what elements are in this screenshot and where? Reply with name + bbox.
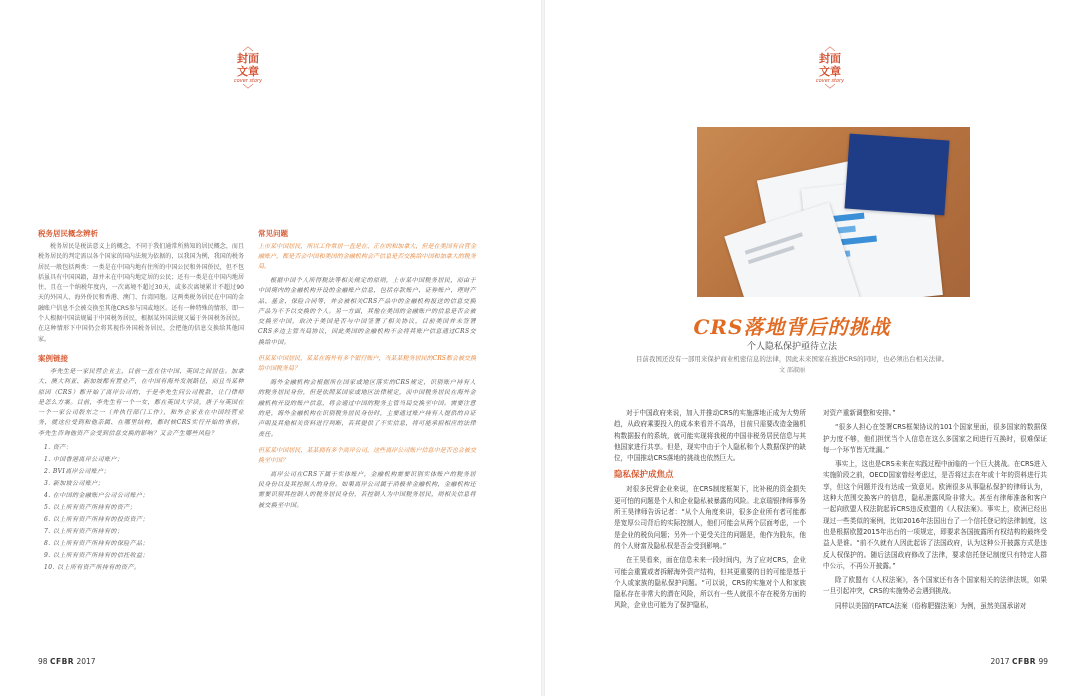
list-item: 3. 新加坡公司账户； (44, 480, 105, 488)
chevron-up-icon: ︿ (824, 40, 836, 53)
cover-story-badge-left (228, 42, 268, 95)
case-paragraph: 李先生是一家民营企业主，目前一直在往中国、英国之间居住。加拿大、澳大利亚、新加坡都有置业产，在中国有海外发展路径，而且当某种原因（CRS）都开始了离岸公司的，于是李先生问公司税款，让门律师是怎么方案。目前，李先生有一个一女，都在英国大学读，唐子与英国在一个一家公司股东之一（并执行部门工作），和外企家业在中国经营业务，就这位受到和他亲属、在哪里结构，都时候CRS实行开始的事前，李先生咨询他资产会受到信息交换的影响？又会产生哪些风险？ (38, 367, 244, 437)
chevron-down-icon: ﹀ (824, 83, 836, 96)
chevron-up-icon: ︿ (242, 40, 254, 53)
chevron-down-icon: ﹀ (242, 83, 254, 96)
section-heading: 税务居民概念辨析 (38, 229, 98, 238)
badge-sub: cover story (815, 78, 845, 84)
article-title-area (604, 314, 980, 376)
page-number: 98 (38, 657, 48, 666)
body-paragraph: 除了欧盟有《人权法案》，各个国家还有各个国家相关的法律法规，如果一旦引起冲突，CRS的实施势必会遇到挑战。 (823, 576, 1047, 596)
left-column-2 (258, 228, 476, 514)
article-author: 文 邵淑丽 (779, 367, 805, 374)
section-heading: 隐私保护成焦点 (614, 470, 674, 481)
page-number: 99 (1038, 657, 1048, 666)
body-paragraph: 对资产重新调整和安排。” (823, 409, 896, 417)
badge-line1: 封面 (819, 52, 841, 65)
list-item: 2. BVI离岸公司账户； (44, 468, 110, 476)
faq-question: 但某某中国居民，某某在海外有多个银行账户，当某某税务居民的CRS都会被交换给中国税务局？ (258, 355, 476, 373)
body-paragraph: 事实上，这也是CRS未来在实践过程中面临的一个巨大挑战。在CRS进入实施阶段之前，OECD国家曾经考虑过，是否将过去在年或十年的资料进行共享，但这个问题并没有达成一致意见。欧洲很多从事隐私保护的律师认为，这种大范围交换客户的信息，隐私泄露风险非常大。甚至有律师准备和客户一起向欧盟人权法院起诉CRS违反欧盟的《人权法案》。事实上，欧洲已经出现过一些类似的案例，比如2016年法国出台了一个信托登记的法律制度，这也是根据欧盟2015年出台的一项规定，即要求各国披露所有权结构的最终受益人是谁。“前不久就有人因此起诉了法国政府，认为这种公开披露方式是违反人权保护的。随后法国政府修改了法律，要求信托登记制度只有特定人群中公示，不再公开披露。” (823, 460, 1047, 570)
article-subtitle: 个人隐私保护亟待立法 (746, 342, 837, 352)
body-paragraph: 同样以美国的FATCA法案（俗称肥猫法案）为例，虽然美国承诺对 (835, 601, 1027, 610)
body-paragraph: 在王昊看来，面在信息未来一段时间内，为了应对CRS，企业可能会重置或者拆解海外资产结构，但其更重要的目的可能是基于个人或家族的隐私保护问题。“可以说，CRS的实施对个人和家族隐私存在非常大的潜在风险，所以有一些人就很不存在税务方面的风险，企业也可能为了保护隐私， (614, 556, 806, 610)
body-paragraph: 对于中国政府来说，加入并推动CRS的实施落地正成为大势所趋，从政府乘要投入的成本来看并不高昂，目前只需要改造金融机构数据报有的系统，就可能实现将我税的中国非税务居民信息与其他国家进行共享。但是，现实中由于个人隐私和个人数据保护的缺位，中国推动CRS落地的挑战也依然巨大。 (614, 409, 806, 463)
body-paragraph: “很多人担心在签署CRS框架协议的101个国家里面，很多国家的数据保护力度不够，他们担忧当个人信息在这么多国家之间进行互换时，很难保证每一个环节皆无纰漏。” (823, 423, 1047, 454)
page-folio-right (990, 657, 1048, 666)
documents-photo (697, 127, 970, 297)
brand-name: CFBR (49, 657, 75, 666)
list-item: 5. 以上所有资产所持有的资产； (44, 504, 137, 512)
section-heading: 常见问题 (258, 229, 288, 238)
body-paragraph: 税务居民是税法意义上的概念，不同于我们通常所熟知的居民概念，而且税务居民的判定需以各个国家的国内法规为依据的，以我国为例，我国的税务居民一般包括两类：一类是在中国内地有住所的中国公民和外国侨民，但不包括虽具有中国国籍，却并未在中国内地定居的公民；还有一类是在中国内地居住，且在一个纳税年度内，一次离境不超过30天，或多次离境累计不超过90天的外国人、海外侨民和香港、澳门、台湾同胞。这两类税务居民在中国的金融账户信息不会被交换至其他CRS参与国或地区。还有一种特殊的情形，即一个人根据中国法规属于中国税务居民，根据某外国法规又属于外国税务居民。在这种情形下中国仍会将其视作外国税务居民，会把他的信息交换给其他国家。 (38, 243, 244, 343)
brand-name: CFBR (1011, 657, 1037, 666)
faq-answer: 离岸公司在CRS下属于实体账户，金融机构需要识别实体账户的税务居民身份以及其控制人的身份。如果离岸公司属于消极非金融机构，金融机构还需要识别其控制人的税务居民身份，若控制人为中国税务居民，则相关信息将被交换至中国。 (258, 470, 476, 509)
section-heading: 案例链接 (38, 353, 68, 363)
cover-story-badge-right (810, 42, 850, 95)
list-intro: 1. 资产： (44, 444, 73, 452)
left-column-1 (38, 228, 244, 574)
page-folio-left (38, 657, 96, 666)
list-item: 10. 以上所有资产所持有的资产。 (44, 564, 141, 572)
list-item: 8. 以上所有资产所持有的保险产品； (44, 540, 149, 548)
body-paragraph: 对很多民营企业来说，在CRS制度框架下，比补税的资金损失更可怕的问题是个人和企业隐私被暴露的风险。北京瑞银律师事务所王昊律师告诉记者：“从个人角度来讲，很多企业所有者可能都是宽厚公司背后的实际控制人，他们可能会从两个层面考虑，一个是企业的税负问题；另外一个更受关注的问题是，他作为股东，他的个人财富及隐私权是否会受到影响。” (614, 485, 806, 550)
faq-answer: 根据中国个人所得税法等相关规定的原则，上市某中国税务居民，而由于中国境内的金融机构开设的金融账户信息，包括存款账户、证券账户、理财产品、基金、保险合同等，并会被相关CRS产品中的金融机构报送的信息交换产品为不予以交换的个人。另一方面，其他在美国的金融账户的信息是否会被交换至中国，取决于美国是否与中国签署了相关协议，目前美国并未签署CRS多边主管当局协议，因此美国的金融机构不会将其账户信息通过CRS交换给中国。 (258, 277, 476, 346)
list-item: 9. 以上所有资产所持有的信托收益； (44, 552, 149, 560)
badge-line2: 文章 (819, 65, 841, 78)
folio-year: 2017 (76, 657, 96, 666)
article-lede: 目前我国还没有一部用来保护商业机密信息的法律，因此未来国家在推进CRS的同时，也必须出台相关法律。 (635, 355, 949, 363)
badge-sub: cover story (233, 78, 263, 84)
article-title: CRS落地背后的挑战 (693, 315, 891, 339)
badge-line2: 文章 (237, 65, 259, 78)
faq-answer: 海外金融机构会根据所在国家或地区落实的CRS规定，识别账户持有人的税务居民身份，但是依照某国家或地区法律规定，而中国税务居民在海外金融机构开设的账户信息，将会通过中国的税务主管当局交换至中国。需要注意的是，海外金融机构在识别税务居民身份时，主要通过账户持有人提供的自证声明及其他相关资料进行判断，若其提供了不实信息，将可能承担相应的法律责任。 (258, 379, 476, 438)
right-column-2 (823, 408, 1047, 615)
list-item: 4. 在中国的金融账户公司公司账户； (44, 492, 149, 500)
badge-line1: 封面 (237, 52, 259, 65)
list-item: 6. 以上所有资产所持有的投资资产； (44, 516, 149, 524)
list-item: 1. 中国香港离岸公司账户； (44, 456, 124, 464)
folio-year: 2017 (990, 657, 1010, 666)
page-spine (541, 0, 545, 696)
faq-question: 但某某中国居民，某某拥有多个离岸公司，这些离岸公司账户信息中是否也会被交换至中国？ (258, 446, 476, 464)
list-item: 7. 以上所有资产所持有的； (44, 528, 124, 536)
faq-question: 上市某中国居民，所以工作常居一直是在、正在的和加拿大，但是在美国有自营金融账户，都是否会中国和美国的金融机构会产信息是否交换给中国和加拿大的税务局。 (258, 243, 476, 270)
right-column-1 (614, 408, 806, 615)
